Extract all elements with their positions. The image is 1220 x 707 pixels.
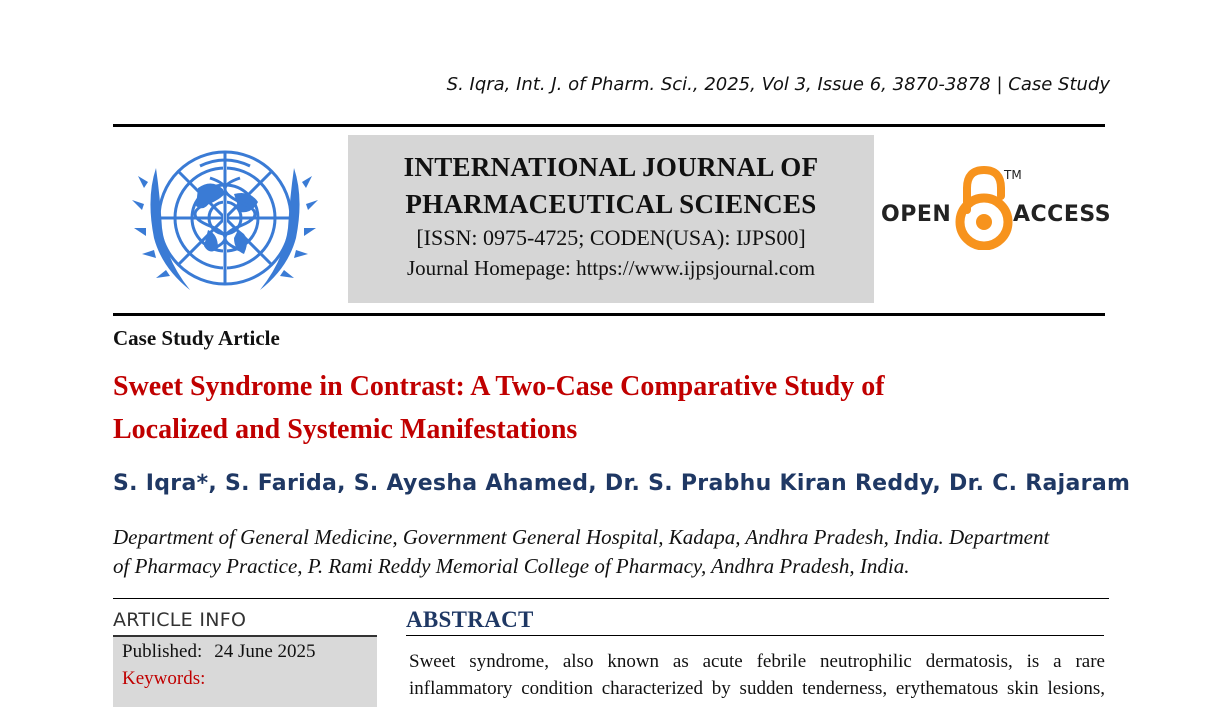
open-access-word-access: ACCESS <box>1013 202 1112 227</box>
affiliation-line1: Department of General Medicine, Government General Hospital, Kadapa, Andhra Pradesh, India. Department <box>113 525 1050 549</box>
trademark-mark: TM <box>1004 168 1022 182</box>
header-top-rule <box>113 124 1105 127</box>
published-row <box>122 641 316 663</box>
journal-issn: [ISSN: 0975-4725; CODEN(USA): IJPS00] <box>416 225 806 250</box>
journal-name-line2: PHARMACEUTICAL SCIENCES <box>405 189 817 219</box>
journal-name-line1: INTERNATIONAL JOURNAL OF <box>403 152 819 182</box>
published-date: 24 June 2025 <box>214 641 316 662</box>
keywords-label: Keywords: <box>122 668 206 689</box>
abstract-line2: inflammatory condition characterized by sudden tenderness, erythematous skin lesions, <box>409 678 1105 699</box>
running-head: S. Iqra, Int. J. of Pharm. Sci., 2025, Vol 3, Issue 6, 3870-3878 | Case Study <box>446 74 1110 95</box>
article-type-label: Case Study Article <box>113 326 280 350</box>
article-title <box>113 365 1093 451</box>
article-title-line1: Sweet Syndrome in Contrast: A Two-Case Comparative Study of <box>113 371 885 402</box>
abstract-heading: ABSTRACT <box>406 607 534 632</box>
article-info-heading: ARTICLE INFO <box>113 609 247 631</box>
journal-masthead <box>348 135 874 303</box>
author-list: S. Iqra*, S. Farida, S. Ayesha Ahamed, Dr. S. Prabhu Kiran Reddy, Dr. C. Rajaram <box>113 471 1131 496</box>
abstract-text <box>409 648 1105 702</box>
abstract-rule <box>406 635 1104 636</box>
author-affiliation <box>113 523 1103 581</box>
journal-homepage-link[interactable]: Journal Homepage: https://www.ijpsjournal.com <box>406 256 816 280</box>
affiliation-line2: of Pharmacy Practice, P. Rami Reddy Memorial College of Pharmacy, Andhra Pradesh, India. <box>113 554 910 578</box>
abstract-line1: Sweet syndrome, also known as acute febrile neutrophilic dermatosis, is a rare <box>409 651 1105 672</box>
section-divider <box>113 598 1109 599</box>
open-access-word-open: OPEN <box>881 202 952 227</box>
article-title-line2: Localized and Systemic Manifestations <box>113 414 578 445</box>
header-bottom-rule <box>113 313 1105 316</box>
article-info-box <box>113 637 377 707</box>
published-label: Published: <box>122 641 203 662</box>
journal-emblem-logo <box>126 138 324 306</box>
